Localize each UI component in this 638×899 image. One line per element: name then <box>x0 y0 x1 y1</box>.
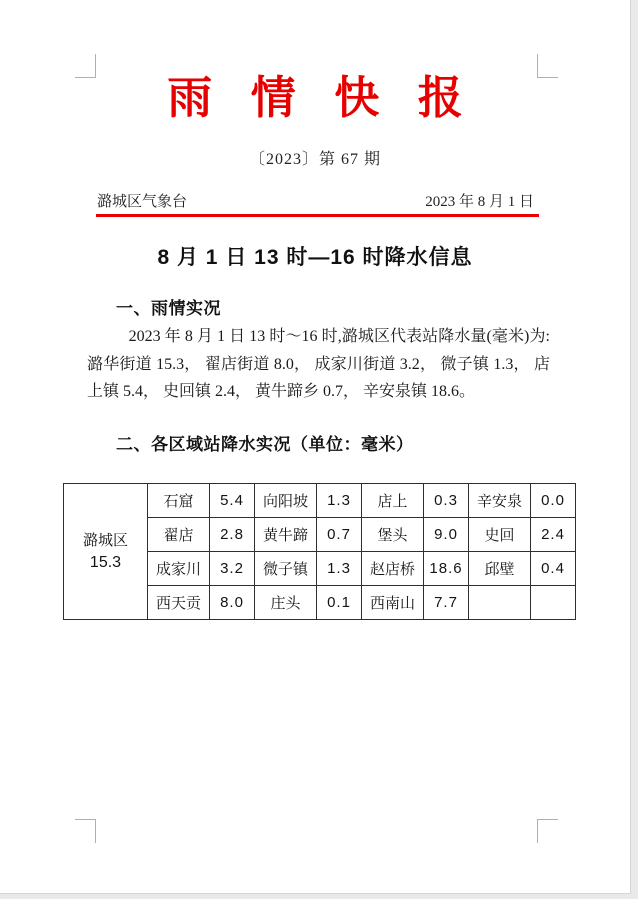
station-name-cell: 微子镇 <box>255 552 317 586</box>
station-name-cell: 西南山 <box>362 586 424 620</box>
masthead-rule <box>96 214 539 217</box>
station-value-cell: 3.2 <box>210 552 255 586</box>
station-value-cell: 7.7 <box>424 586 469 620</box>
station-rainfall-table <box>63 483 576 620</box>
station-name-cell: 成家川 <box>148 552 210 586</box>
station-value-cell: 1.3 <box>317 484 362 518</box>
station-name-cell: 赵店桥 <box>362 552 424 586</box>
station-name-cell: 史回 <box>469 518 531 552</box>
region-summary-cell <box>64 484 148 620</box>
issue-date: 2023 年 8 月 1 日 <box>425 194 534 210</box>
table-row <box>64 484 576 518</box>
section-1-title: 一、雨情实况 <box>116 299 221 318</box>
section-2-title: 二、各区域站降水实况（单位：毫米） <box>116 435 414 454</box>
station-name-cell: 辛安泉 <box>469 484 531 518</box>
station-name-cell: 西天贡 <box>148 586 210 620</box>
region-value: 15.3 <box>89 553 122 571</box>
station-name-cell <box>469 586 531 620</box>
station-name-cell: 向阳坡 <box>255 484 317 518</box>
station-name-cell: 庄头 <box>255 586 317 620</box>
report-headline: 8 月 1 日 13 时—16 时降水信息 <box>157 246 473 269</box>
station-value-cell: 8.0 <box>210 586 255 620</box>
issue-number: 〔2023〕第 67 期 <box>248 151 381 168</box>
station-value-cell: 1.3 <box>317 552 362 586</box>
crop-mark-bottom-right <box>537 819 558 843</box>
bulletin-title: 雨 情 快 报 <box>167 72 476 123</box>
station-value-cell: 0.3 <box>424 484 469 518</box>
station-value-cell: 18.6 <box>424 552 469 586</box>
station-name-cell: 店上 <box>362 484 424 518</box>
crop-mark-bottom-left <box>75 819 96 843</box>
issuing-agency: 潞城区气象台 <box>97 194 188 210</box>
station-value-cell: 9.0 <box>424 518 469 552</box>
station-value-cell: 2.8 <box>210 518 255 552</box>
station-value-cell: 2.4 <box>531 518 576 552</box>
station-value-cell <box>531 586 576 620</box>
station-name-cell: 翟店 <box>148 518 210 552</box>
rainfall-summary-paragraph: 2023 年 8 月 1 日 13 时～16 时,潞城区代表站降水量(毫米)为:潞华街道 15.3， 翟店街道 8.0， 成家川街道 3.2， 微子镇 1.3， 店上镇 5.4， 史回镇 2.4， 黄牛蹄乡 0.7， 辛安泉镇 18.6。 <box>87 328 550 400</box>
region-name: 潞城区 <box>82 532 128 549</box>
station-name-cell: 邱壁 <box>469 552 531 586</box>
station-name-cell: 石窟 <box>148 484 210 518</box>
station-name-cell: 黄牛蹄 <box>255 518 317 552</box>
station-value-cell: 0.1 <box>317 586 362 620</box>
station-name-cell: 堡头 <box>362 518 424 552</box>
station-value-cell: 0.4 <box>531 552 576 586</box>
station-value-cell: 5.4 <box>210 484 255 518</box>
masthead-row <box>97 190 534 211</box>
station-value-cell: 0.0 <box>531 484 576 518</box>
station-value-cell: 0.7 <box>317 518 362 552</box>
